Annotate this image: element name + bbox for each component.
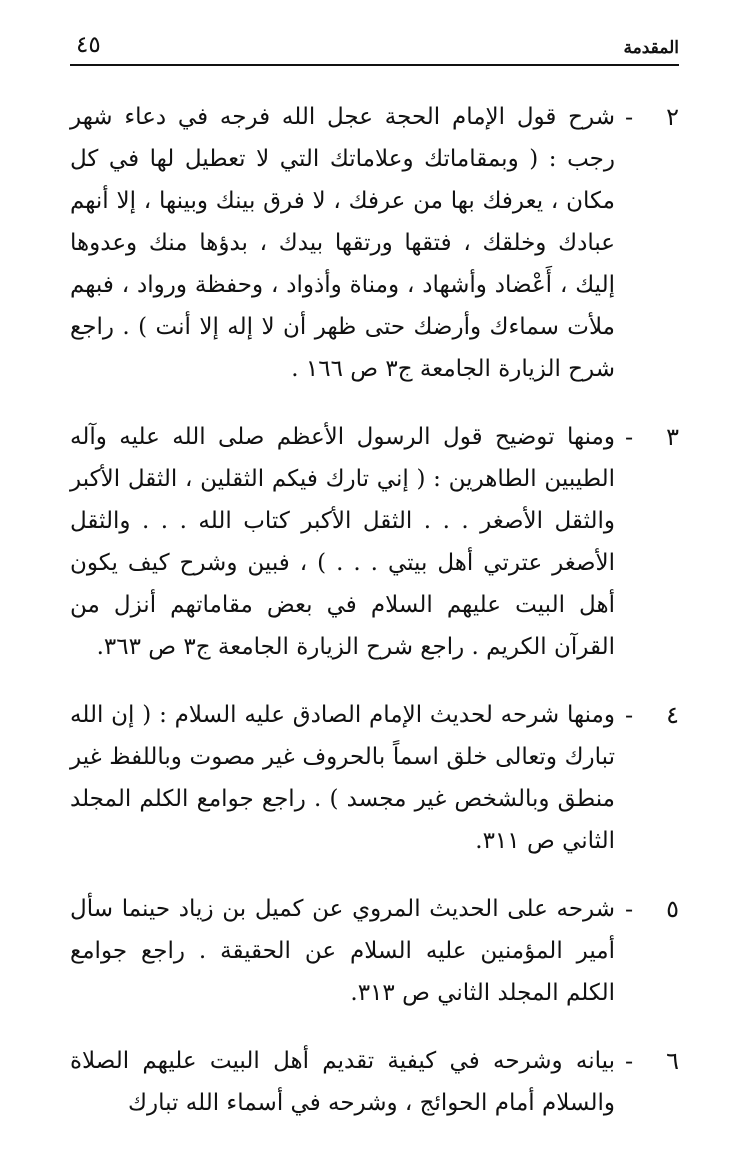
item-text: بيانه وشرحه في كيفية تقديم أهل البيت عليهم الصلاة والسلام أمام الحوائج ، وشرحه في أسماء الله تبارك (70, 1048, 615, 1116)
item-dash: - (624, 423, 634, 451)
item-dash: - (624, 103, 634, 131)
list-item (70, 96, 679, 390)
item-number: ٥ (666, 895, 679, 923)
list-item (70, 1040, 679, 1124)
item-number: ٢ (666, 103, 679, 131)
list-item (70, 694, 679, 862)
item-dash: - (624, 1047, 634, 1075)
item-number: ٣ (666, 423, 679, 451)
item-number: ٤ (666, 701, 679, 729)
item-dash: - (624, 701, 634, 729)
list-item (70, 888, 679, 1014)
item-text: شرح قول الإمام الحجة عجل الله فرجه في دعاء شهر رجب : ( وبمقاماتك وعلاماتك التي لا تعطيل لها في كل مكان ، يعرفك بها من عرفك ، لا فرق بينك وبينها ، إلا أنهم عبادك وخلقك ، فتقها ورتقها بيدك ، بدؤها منك وعدوها إليك ، أَعْضاد وأشهاد ، ومناة وأذواد ، وحفظة ورواد ، فبهم ملأت سماءك وأرضك حتى ظهر أن لا إله إلا أنت ) . راجع شرح الزيارة الجامعة ج٣ ص ١٦٦ . (70, 104, 615, 382)
page-header (70, 30, 679, 66)
page-number: ٤٥ (76, 32, 101, 58)
running-title: المقدمة (623, 38, 679, 58)
page-body (70, 96, 679, 1150)
list-item (70, 416, 679, 668)
item-text: شرحه على الحديث المروي عن كميل بن زياد حينما سأل أمير المؤمنين عليه السلام عن الحقيقة . راجع جوامع الكلم المجلد الثاني ص ٣١٣. (70, 896, 615, 1006)
item-dash: - (624, 895, 634, 923)
item-number: ٦ (666, 1047, 679, 1075)
item-text: ومنها توضيح قول الرسول الأعظم صلى الله عليه وآله الطيبين الطاهرين : ( إني تارك فيكم الثقلين ، الثقل الأكبر والثقل الأصغر . . . الثقل الأكبر كتاب الله . . . والثقل الأصغر عترتي أهل بيتي . . . ) ، فبين وشرح كيف يكون أهل البيت عليهم السلام في بعض مقاماتهم أنزل من القرآن الكريم . راجع شرح الزيارة الجامعة ج٣ ص ٣٦٣. (70, 424, 615, 660)
item-text: ومنها شرحه لحديث الإمام الصادق عليه السلام : ( إن الله تبارك وتعالى خلق اسماً بالحروف غير مصوت وباللفظ غير منطق وبالشخص غير مجسد ) . راجع جوامع الكلم المجلد الثاني ص ٣١١. (70, 702, 615, 854)
